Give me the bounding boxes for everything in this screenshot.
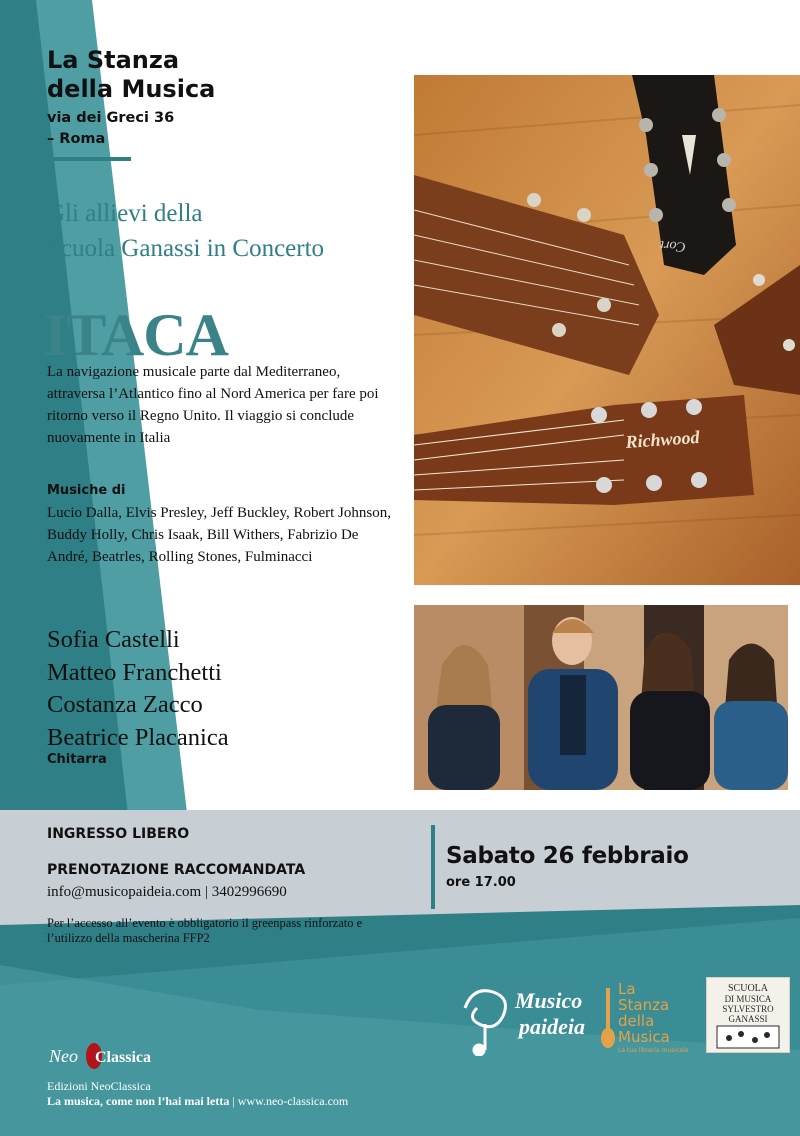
ganassi-line4: GANASSI <box>728 1014 768 1024</box>
musicopaideia-logo <box>455 978 595 1056</box>
subtitle-line2: Scuola Ganassi in Concerto <box>47 235 325 262</box>
venue-title-line1: La Stanza <box>47 46 180 74</box>
neoclassica-logo-part1: Neo <box>49 1046 78 1066</box>
performers-list <box>47 624 229 754</box>
performer-name: Sofia Castelli <box>47 626 180 653</box>
instrument-label: Chitarra <box>47 752 107 767</box>
contact-info[interactable]: info@musicopaideia.com | 3402996690 <box>47 884 287 900</box>
stanza-line3: della <box>618 1012 655 1030</box>
richwood-brand-text: Richwood <box>624 426 701 452</box>
students-group-photo <box>414 605 788 790</box>
venue-title-line2: della Musica <box>47 75 216 103</box>
tagline-bold: La musica, come non l’hai mai letta <box>47 1094 230 1108</box>
neoclassica-logo-part2: Classica <box>95 1049 151 1066</box>
venue-address-line2: – Roma <box>47 131 106 147</box>
venue-address-line1: via dei Greci 36 <box>47 110 175 126</box>
performer-name: Beatrice Placanica <box>47 723 229 751</box>
subtitle-line1: Gli allievi della <box>47 200 203 227</box>
venue-address <box>47 108 174 150</box>
concert-subtitle <box>47 196 324 266</box>
event-time: ore 17.00 <box>446 875 516 890</box>
greenpass-note: Per l’accesso all’evento è obbligatorio il greenpass rinforzato e l’utilizzo della mascherina FFP2 <box>47 916 363 945</box>
ganassi-line3: SYLVESTRO <box>722 1004 774 1014</box>
stanza-della-musica-logo <box>598 978 693 1056</box>
composers-list: Lucio Dalla, Elvis Presley, Jeff Buckley, Robert Johnson, Buddy Holly, Chris Isaak, Bill Withers, Fabrizio De André, Beatrles, Rolling Stones, Fulminacci <box>47 505 391 565</box>
scuola-ganassi-logo <box>706 977 790 1053</box>
ganassi-line1: SCUOLA <box>727 983 769 994</box>
concert-description: La navigazione musicale parte dal Mediterraneo, attraversa l’Atlantico fino al Nord America per fare poi ritorno verso il Regno Unito. Il viaggio si conclude nuovamente in Italia <box>47 364 379 446</box>
concert-title: ITACA <box>44 302 228 368</box>
reservation-label: PRENOTAZIONE RACCOMANDATA <box>47 862 306 878</box>
musicopaideia-line1: Musico <box>515 988 583 1013</box>
neoclassica-logo <box>47 1038 157 1078</box>
ganassi-line2: DI MUSICA <box>724 994 772 1004</box>
guitar-headstocks-photo <box>414 75 800 585</box>
publisher-tagline <box>47 1094 348 1109</box>
venue-title <box>47 46 215 104</box>
performer-name: Matteo Franchetti <box>47 658 222 686</box>
stanza-tagline: La tua libreria musicale <box>618 1047 689 1054</box>
free-entry-label: INGRESSO LIBERO <box>47 826 190 842</box>
musicopaideia-line2: paideia <box>519 1014 585 1039</box>
stanza-line4: Musica <box>618 1028 670 1046</box>
cort-brand-text: Cort <box>659 236 687 254</box>
stanza-line1: La <box>618 980 636 998</box>
publisher-name: Edizioni NeoClassica <box>47 1079 151 1093</box>
stanza-line2: Stanza <box>618 996 670 1014</box>
website-link[interactable]: | www.neo-classica.com <box>229 1094 349 1108</box>
music-label: Musiche di <box>47 483 126 498</box>
date-divider <box>431 825 435 909</box>
venue-divider <box>47 157 131 161</box>
performer-name: Costanza Zacco <box>47 691 203 718</box>
event-date: Sabato 26 febbraio <box>446 843 689 869</box>
